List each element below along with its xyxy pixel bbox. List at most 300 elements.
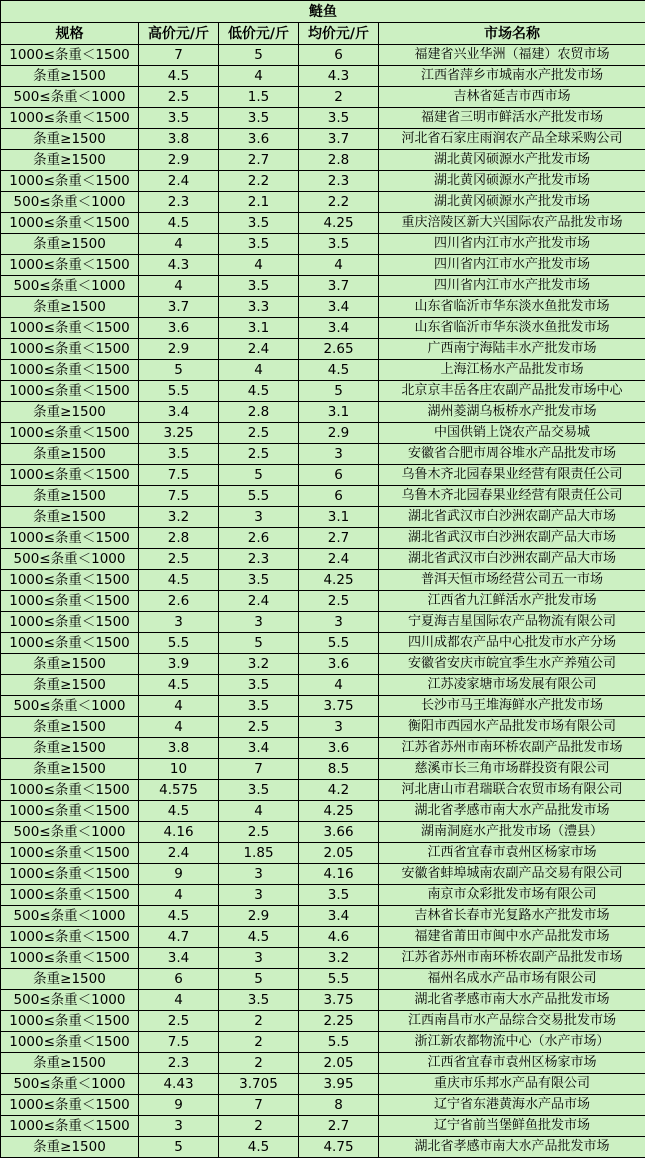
cell-low-price: 2.5 [219,444,299,465]
cell-market: 湖南洞庭水产批发市场（澧县） [379,822,645,843]
cell-spec: 1000≤条重＜1500 [1,570,139,591]
cell-low-price: 3.5 [219,234,299,255]
table-row [1,402,645,423]
cell-avg-price: 3.6 [299,654,379,675]
cell-market: 北京京丰岳各庄农副产品批发市场中心 [379,381,645,402]
cell-high-price: 4 [139,276,219,297]
cell-spec: 条重≥1500 [1,675,139,696]
cell-high-price: 7.5 [139,465,219,486]
cell-high-price: 3.7 [139,297,219,318]
cell-market: 四川成都农产品中心批发市水产分场 [379,633,645,654]
table-row [1,549,645,570]
table-row [1,1032,645,1053]
cell-low-price: 3.5 [219,213,299,234]
cell-avg-price: 2.4 [299,549,379,570]
cell-spec: 条重≥1500 [1,717,139,738]
cell-high-price: 3.5 [139,108,219,129]
cell-avg-price: 4 [299,255,379,276]
cell-market: 江西省萍乡市城南水产批发市场 [379,66,645,87]
table-row [1,864,645,885]
cell-high-price: 5 [139,360,219,381]
cell-market: 湖北省武汉市白沙洲农副产品大市场 [379,528,645,549]
cell-spec: 1000≤条重＜1500 [1,801,139,822]
cell-spec: 条重≥1500 [1,1137,139,1158]
cell-high-price: 4 [139,717,219,738]
cell-avg-price: 2.65 [299,339,379,360]
cell-market: 乌鲁木齐北园春果业经营有限责任公司 [379,465,645,486]
cell-high-price: 6 [139,969,219,990]
cell-market: 湖北省孝感市南大水产品批发市场 [379,1137,645,1158]
cell-spec: 1000≤条重＜1500 [1,591,139,612]
cell-low-price: 2.1 [219,192,299,213]
cell-market: 重庆涪陵区新大兴国际农产品批发市场 [379,213,645,234]
cell-low-price: 2.7 [219,150,299,171]
cell-market: 湖北省孝感市南大水产品批发市场 [379,990,645,1011]
table-row [1,1074,645,1095]
cell-high-price: 2.3 [139,1053,219,1074]
cell-spec: 条重≥1500 [1,444,139,465]
cell-spec: 条重≥1500 [1,234,139,255]
cell-spec: 1000≤条重＜1500 [1,108,139,129]
cell-low-price: 2.9 [219,906,299,927]
table-row [1,717,645,738]
cell-high-price: 4 [139,234,219,255]
table-row [1,801,645,822]
cell-avg-price: 4.25 [299,801,379,822]
cell-high-price: 7.5 [139,1032,219,1053]
cell-high-price: 3.5 [139,444,219,465]
cell-low-price: 3.1 [219,318,299,339]
cell-high-price: 3 [139,1116,219,1137]
cell-avg-price: 3.5 [299,108,379,129]
cell-market: 湖北黄冈硕源水产批发市场 [379,171,645,192]
table-row [1,255,645,276]
cell-low-price: 2.4 [219,591,299,612]
cell-market: 福建省莆田市闽中水产品批发市场 [379,927,645,948]
cell-low-price: 5 [219,465,299,486]
table-row [1,486,645,507]
table-row [1,45,645,66]
cell-spec: 500≤条重＜1000 [1,990,139,1011]
table-row [1,465,645,486]
table-row [1,150,645,171]
cell-market: 四川省内江市水产批发市场 [379,276,645,297]
cell-market: 乌鲁木齐北园春果业经营有限责任公司 [379,486,645,507]
cell-high-price: 3.25 [139,423,219,444]
cell-market: 广西南宁海陆丰水产批发市场 [379,339,645,360]
table-body [1,45,645,1158]
table-row [1,822,645,843]
cell-avg-price: 3.4 [299,318,379,339]
cell-spec: 条重≥1500 [1,66,139,87]
table-row [1,780,645,801]
cell-market: 福建省兴业华洲（福建）农贸市场 [379,45,645,66]
cell-avg-price: 2.8 [299,150,379,171]
cell-avg-price: 2.7 [299,1116,379,1137]
cell-spec: 条重≥1500 [1,654,139,675]
cell-high-price: 9 [139,1095,219,1116]
table-row [1,1053,645,1074]
cell-avg-price: 3.6 [299,738,379,759]
table-row [1,213,645,234]
cell-high-price: 3.4 [139,402,219,423]
cell-market: 四川省内江市水产批发市场 [379,255,645,276]
cell-avg-price: 2.9 [299,423,379,444]
cell-market: 福州名成水产品市场有限公司 [379,969,645,990]
cell-high-price: 4.3 [139,255,219,276]
table-row [1,1011,645,1032]
cell-spec: 1000≤条重＜1500 [1,612,139,633]
cell-market: 湖北省孝感市南大水产品批发市场 [379,801,645,822]
cell-high-price: 2.9 [139,339,219,360]
table-row [1,948,645,969]
cell-low-price: 3.5 [219,780,299,801]
cell-avg-price: 4.5 [299,360,379,381]
cell-low-price: 4 [219,66,299,87]
cell-market: 普洱天恒市场经营公司五一市场 [379,570,645,591]
table-row [1,570,645,591]
cell-low-price: 3.5 [219,570,299,591]
cell-high-price: 7 [139,45,219,66]
cell-avg-price: 3.75 [299,696,379,717]
cell-market: 慈溪市长三角市场群投资有限公司 [379,759,645,780]
cell-low-price: 4.5 [219,1137,299,1158]
cell-high-price: 3.6 [139,318,219,339]
cell-spec: 1000≤条重＜1500 [1,465,139,486]
cell-market: 吉林省长春市光复路水产批发市场 [379,906,645,927]
cell-low-price: 5 [219,969,299,990]
table-title: 鲢鱼 [1,1,645,23]
cell-low-price: 3 [219,885,299,906]
cell-market: 江苏省苏州市南环桥农副产品批发市场 [379,948,645,969]
cell-low-price: 3 [219,612,299,633]
cell-avg-price: 3.7 [299,276,379,297]
cell-high-price: 4 [139,696,219,717]
cell-low-price: 4.5 [219,381,299,402]
cell-avg-price: 4 [299,675,379,696]
cell-low-price: 3 [219,948,299,969]
cell-avg-price: 3.4 [299,906,379,927]
cell-low-price: 2.3 [219,549,299,570]
table-row [1,1116,645,1137]
table-row [1,507,645,528]
cell-market: 浙江新农都物流中心（水产市场） [379,1032,645,1053]
cell-market: 辽宁省前当堡鲜鱼批发市场 [379,1116,645,1137]
cell-market: 河北唐山市君瑞联合农贸市场有限公司 [379,780,645,801]
table-row [1,234,645,255]
cell-spec: 1000≤条重＜1500 [1,360,139,381]
header-avg-price: 均价元/斤 [299,23,379,45]
cell-high-price: 3.2 [139,507,219,528]
cell-high-price: 3 [139,612,219,633]
cell-market: 衡阳市西园水产品批发市场有限公司 [379,717,645,738]
cell-spec: 条重≥1500 [1,738,139,759]
table-row [1,1137,645,1158]
header-market: 市场名称 [379,23,645,45]
table-row [1,339,645,360]
table-row [1,633,645,654]
table-row [1,171,645,192]
cell-market: 湖北黄冈硕源水产批发市场 [379,192,645,213]
cell-avg-price: 5.5 [299,969,379,990]
cell-avg-price: 3 [299,717,379,738]
cell-avg-price: 4.25 [299,570,379,591]
cell-high-price: 4 [139,990,219,1011]
cell-market: 长沙市马王堆海鲜水产批发市场 [379,696,645,717]
cell-spec: 条重≥1500 [1,402,139,423]
table-row [1,297,645,318]
cell-avg-price: 2.25 [299,1011,379,1032]
cell-market: 江西省宜春市袁州区杨家市场 [379,843,645,864]
cell-low-price: 2.4 [219,339,299,360]
cell-market: 河北省石家庄雨润农产品全球采购公司 [379,129,645,150]
cell-low-price: 1.85 [219,843,299,864]
cell-high-price: 5.5 [139,381,219,402]
cell-market: 湖北黄冈硕源水产批发市场 [379,150,645,171]
cell-spec: 条重≥1500 [1,150,139,171]
table-row [1,444,645,465]
cell-low-price: 3.2 [219,654,299,675]
table-row [1,129,645,150]
title-row [1,1,645,23]
cell-avg-price: 3.1 [299,507,379,528]
cell-low-price: 2 [219,1116,299,1137]
cell-spec: 1000≤条重＜1500 [1,1095,139,1116]
cell-market: 辽宁省东港黄海水产品市场 [379,1095,645,1116]
cell-low-price: 4 [219,801,299,822]
cell-market: 江西省九江鲜活水产批发市场 [379,591,645,612]
cell-low-price: 2.6 [219,528,299,549]
cell-low-price: 5 [219,633,299,654]
cell-spec: 1000≤条重＜1500 [1,528,139,549]
cell-market: 湖北省武汉市白沙洲农副产品大市场 [379,507,645,528]
cell-avg-price: 3.95 [299,1074,379,1095]
cell-high-price: 2.5 [139,549,219,570]
cell-low-price: 2.5 [219,717,299,738]
cell-spec: 1000≤条重＜1500 [1,318,139,339]
cell-high-price: 4.575 [139,780,219,801]
table-row [1,276,645,297]
cell-avg-price: 3.4 [299,297,379,318]
cell-low-price: 3.5 [219,108,299,129]
cell-low-price: 3.5 [219,675,299,696]
cell-market: 四川省内江市水产批发市场 [379,234,645,255]
cell-low-price: 4 [219,255,299,276]
cell-market: 山东省临沂市华东淡水鱼批发市场 [379,297,645,318]
cell-high-price: 2.4 [139,843,219,864]
table-row [1,360,645,381]
cell-low-price: 3 [219,507,299,528]
cell-high-price: 4.5 [139,213,219,234]
cell-high-price: 2.9 [139,150,219,171]
cell-avg-price: 4.6 [299,927,379,948]
cell-high-price: 3.8 [139,738,219,759]
cell-market: 中国供销上饶农产品交易城 [379,423,645,444]
cell-spec: 1000≤条重＜1500 [1,45,139,66]
cell-low-price: 3.5 [219,276,299,297]
cell-high-price: 2.8 [139,528,219,549]
cell-low-price: 1.5 [219,87,299,108]
cell-market: 山东省临沂市华东淡水鱼批发市场 [379,318,645,339]
table-row [1,528,645,549]
table-row [1,927,645,948]
cell-high-price: 10 [139,759,219,780]
cell-spec: 1000≤条重＜1500 [1,213,139,234]
table-row [1,654,645,675]
cell-high-price: 4 [139,885,219,906]
cell-avg-price: 8.5 [299,759,379,780]
cell-high-price: 7.5 [139,486,219,507]
cell-high-price: 3.9 [139,654,219,675]
cell-avg-price: 2.7 [299,528,379,549]
table-row [1,759,645,780]
cell-spec: 500≤条重＜1000 [1,1074,139,1095]
cell-high-price: 4.5 [139,801,219,822]
cell-spec: 1000≤条重＜1500 [1,885,139,906]
cell-spec: 1000≤条重＜1500 [1,843,139,864]
cell-low-price: 5 [219,45,299,66]
cell-avg-price: 4.2 [299,780,379,801]
cell-avg-price: 6 [299,465,379,486]
cell-avg-price: 3.2 [299,948,379,969]
cell-market: 湖州菱湖乌板桥水产批发市场 [379,402,645,423]
cell-high-price: 3.4 [139,948,219,969]
table-row [1,591,645,612]
cell-avg-price: 3.5 [299,234,379,255]
cell-avg-price: 4.16 [299,864,379,885]
cell-high-price: 4.5 [139,906,219,927]
cell-spec: 1000≤条重＜1500 [1,1032,139,1053]
cell-high-price: 2.5 [139,1011,219,1032]
cell-spec: 500≤条重＜1000 [1,276,139,297]
table-row [1,87,645,108]
cell-avg-price: 5.5 [299,1032,379,1053]
table-row [1,906,645,927]
cell-avg-price: 4.75 [299,1137,379,1158]
cell-market: 安徽省安庆市皖宜季生水产养殖公司 [379,654,645,675]
cell-low-price: 7 [219,1095,299,1116]
cell-high-price: 5.5 [139,633,219,654]
cell-spec: 1000≤条重＜1500 [1,171,139,192]
table-row [1,612,645,633]
cell-low-price: 3.3 [219,297,299,318]
cell-market: 安徽省蚌埠城南农副产品交易有限公司 [379,864,645,885]
cell-avg-price: 3.5 [299,885,379,906]
cell-market: 福建省三明市鲜活水产批发市场 [379,108,645,129]
cell-low-price: 2.5 [219,423,299,444]
cell-low-price: 3.6 [219,129,299,150]
cell-low-price: 2 [219,1053,299,1074]
cell-market: 宁夏海吉星国际农产品物流有限公司 [379,612,645,633]
cell-low-price: 2 [219,1011,299,1032]
cell-avg-price: 3.66 [299,822,379,843]
cell-avg-price: 5.5 [299,633,379,654]
cell-avg-price: 2.05 [299,1053,379,1074]
cell-low-price: 4 [219,360,299,381]
cell-market: 重庆市乐邦水产品有限公司 [379,1074,645,1095]
cell-spec: 500≤条重＜1000 [1,822,139,843]
cell-spec: 1000≤条重＜1500 [1,927,139,948]
table-row [1,696,645,717]
cell-avg-price: 6 [299,486,379,507]
cell-spec: 条重≥1500 [1,507,139,528]
cell-avg-price: 3 [299,612,379,633]
cell-high-price: 2.4 [139,171,219,192]
cell-spec: 1000≤条重＜1500 [1,1116,139,1137]
cell-spec: 500≤条重＜1000 [1,192,139,213]
cell-spec: 条重≥1500 [1,969,139,990]
cell-high-price: 5 [139,1137,219,1158]
header-high-price: 高价元/斤 [139,23,219,45]
cell-avg-price: 2.5 [299,591,379,612]
cell-high-price: 4.5 [139,66,219,87]
cell-avg-price: 5 [299,381,379,402]
cell-high-price: 4.7 [139,927,219,948]
table-row [1,990,645,1011]
cell-avg-price: 3 [299,444,379,465]
cell-spec: 条重≥1500 [1,759,139,780]
cell-high-price: 9 [139,864,219,885]
cell-avg-price: 3.75 [299,990,379,1011]
cell-spec: 1000≤条重＜1500 [1,339,139,360]
table-row [1,318,645,339]
cell-avg-price: 4.25 [299,213,379,234]
cell-high-price: 3.8 [139,129,219,150]
cell-market: 湖北省武汉市白沙洲农副产品大市场 [379,549,645,570]
table-row [1,885,645,906]
header-row [1,23,645,45]
header-low-price: 低价元/斤 [219,23,299,45]
cell-low-price: 3.705 [219,1074,299,1095]
table-row [1,192,645,213]
table-row [1,381,645,402]
cell-spec: 1000≤条重＜1500 [1,1011,139,1032]
cell-low-price: 2.8 [219,402,299,423]
cell-market: 江西南昌市水产品综合交易批发市场 [379,1011,645,1032]
cell-low-price: 7 [219,759,299,780]
cell-market: 南京市众彩批发市场有限公司 [379,885,645,906]
cell-high-price: 4.5 [139,570,219,591]
cell-avg-price: 2.05 [299,843,379,864]
cell-low-price: 3.5 [219,696,299,717]
cell-low-price: 3 [219,864,299,885]
cell-avg-price: 3.1 [299,402,379,423]
cell-avg-price: 2 [299,87,379,108]
table-row [1,675,645,696]
cell-low-price: 2 [219,1032,299,1053]
cell-low-price: 4.5 [219,927,299,948]
cell-low-price: 2.2 [219,171,299,192]
cell-avg-price: 3.7 [299,129,379,150]
cell-avg-price: 2.3 [299,171,379,192]
cell-spec: 条重≥1500 [1,297,139,318]
cell-market: 江苏省苏州市南环桥农副产品批发市场 [379,738,645,759]
cell-low-price: 5.5 [219,486,299,507]
table-row [1,423,645,444]
cell-high-price: 4.43 [139,1074,219,1095]
cell-spec: 1000≤条重＜1500 [1,423,139,444]
cell-market: 吉林省延吉市西市场 [379,87,645,108]
cell-spec: 1000≤条重＜1500 [1,948,139,969]
cell-market: 上海江杨水产品批发市场 [379,360,645,381]
cell-avg-price: 2.2 [299,192,379,213]
table-row [1,1095,645,1116]
cell-avg-price: 6 [299,45,379,66]
cell-spec: 500≤条重＜1000 [1,696,139,717]
cell-high-price: 4.5 [139,675,219,696]
table-row [1,843,645,864]
cell-spec: 条重≥1500 [1,129,139,150]
